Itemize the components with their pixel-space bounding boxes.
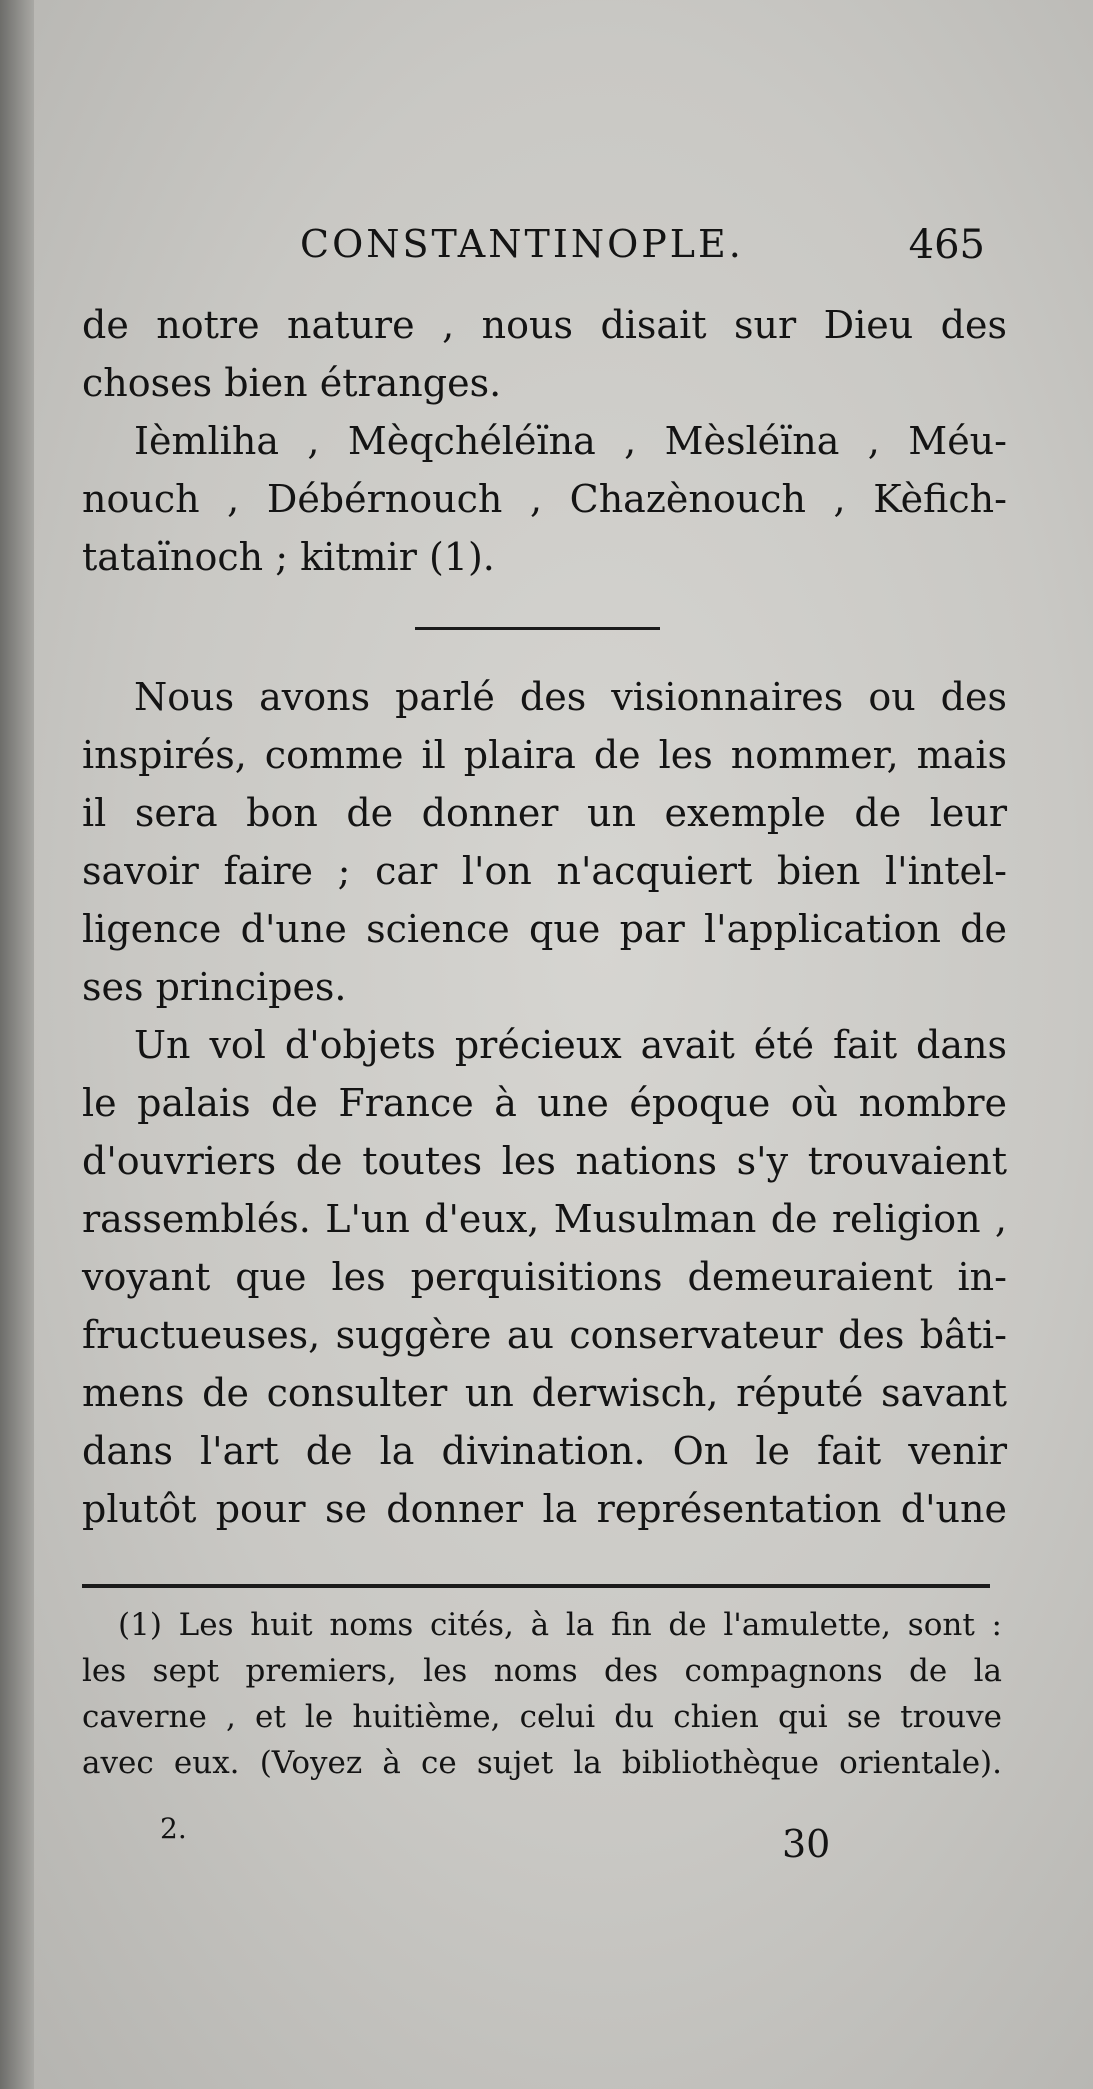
text-line: Ièmliha , Mèqchéléïna , Mèsléïna , Méu- [134,419,1007,463]
text-block-top [82,296,1007,586]
footnote-rule [82,1584,990,1588]
text-line: fructueuses, suggère au conservateur des bâti- [82,1313,1007,1357]
text-line: choses bien étranges. [82,361,502,405]
paragraph [82,1016,1007,1538]
page-gutter-shadow [0,0,34,2089]
footnote-line: caverne , et le huitième, celui du chien qui se trouve [82,1699,1002,1735]
text-line: inspirés, comme il plaira de les nommer, mais [82,733,1007,777]
gathering-number: 30 [782,1822,831,1866]
footnote-line: les sept premiers, les noms des compagnons de la [82,1653,1002,1689]
text-line: il sera bon de donner un exemple de leur [82,791,1007,835]
section-separator [415,627,660,630]
text-block-main [82,668,1007,1538]
text-line: ses principes. [82,965,347,1009]
footnote-line: (1) Les huit noms cités, à la fin de l'amulette, sont : [118,1607,1002,1643]
text-line: tataïnoch ; kitmir (1). [82,535,495,579]
text-line: dans l'art de la divination. On le fait venir [82,1429,1007,1473]
running-title: CONSTANTINOPLE. [300,222,744,266]
signature-mark: 2. [160,1812,187,1845]
page-number: 465 [908,222,985,268]
text-line: savoir faire ; car l'on n'acquiert bien l'intel- [82,849,1007,893]
page-header [300,222,985,272]
paragraph-names [82,412,1007,586]
text-line: rassemblés. L'un d'eux, Musulman de religion , [82,1197,1007,1241]
footnote-line: avec eux. (Voyez à ce sujet la bibliothèque orientale). [82,1745,1002,1781]
text-line: le palais de France à une époque où nombre [82,1081,1007,1125]
text-line: Nous avons parlé des visionnaires ou des [134,675,1007,719]
text-line: nouch , Débérnouch , Chazènouch , Kèfich- [82,477,1007,521]
paragraph [82,668,1007,1016]
paragraph [82,296,1007,412]
text-line: de notre nature , nous disait sur Dieu des [82,303,1007,347]
text-line: d'ouvriers de toutes les nations s'y trouvaient [82,1139,1007,1183]
text-line: plutôt pour se donner la représentation d'une [82,1487,1007,1531]
text-line: ligence d'une science que par l'application de [82,907,1007,951]
text-line: voyant que les perquisitions demeuraient in- [82,1255,1007,1299]
footnote [82,1602,1002,1786]
text-line: Un vol d'objets précieux avait été fait dans [134,1023,1007,1067]
text-line: mens de consulter un derwisch, réputé savant [82,1371,1007,1415]
